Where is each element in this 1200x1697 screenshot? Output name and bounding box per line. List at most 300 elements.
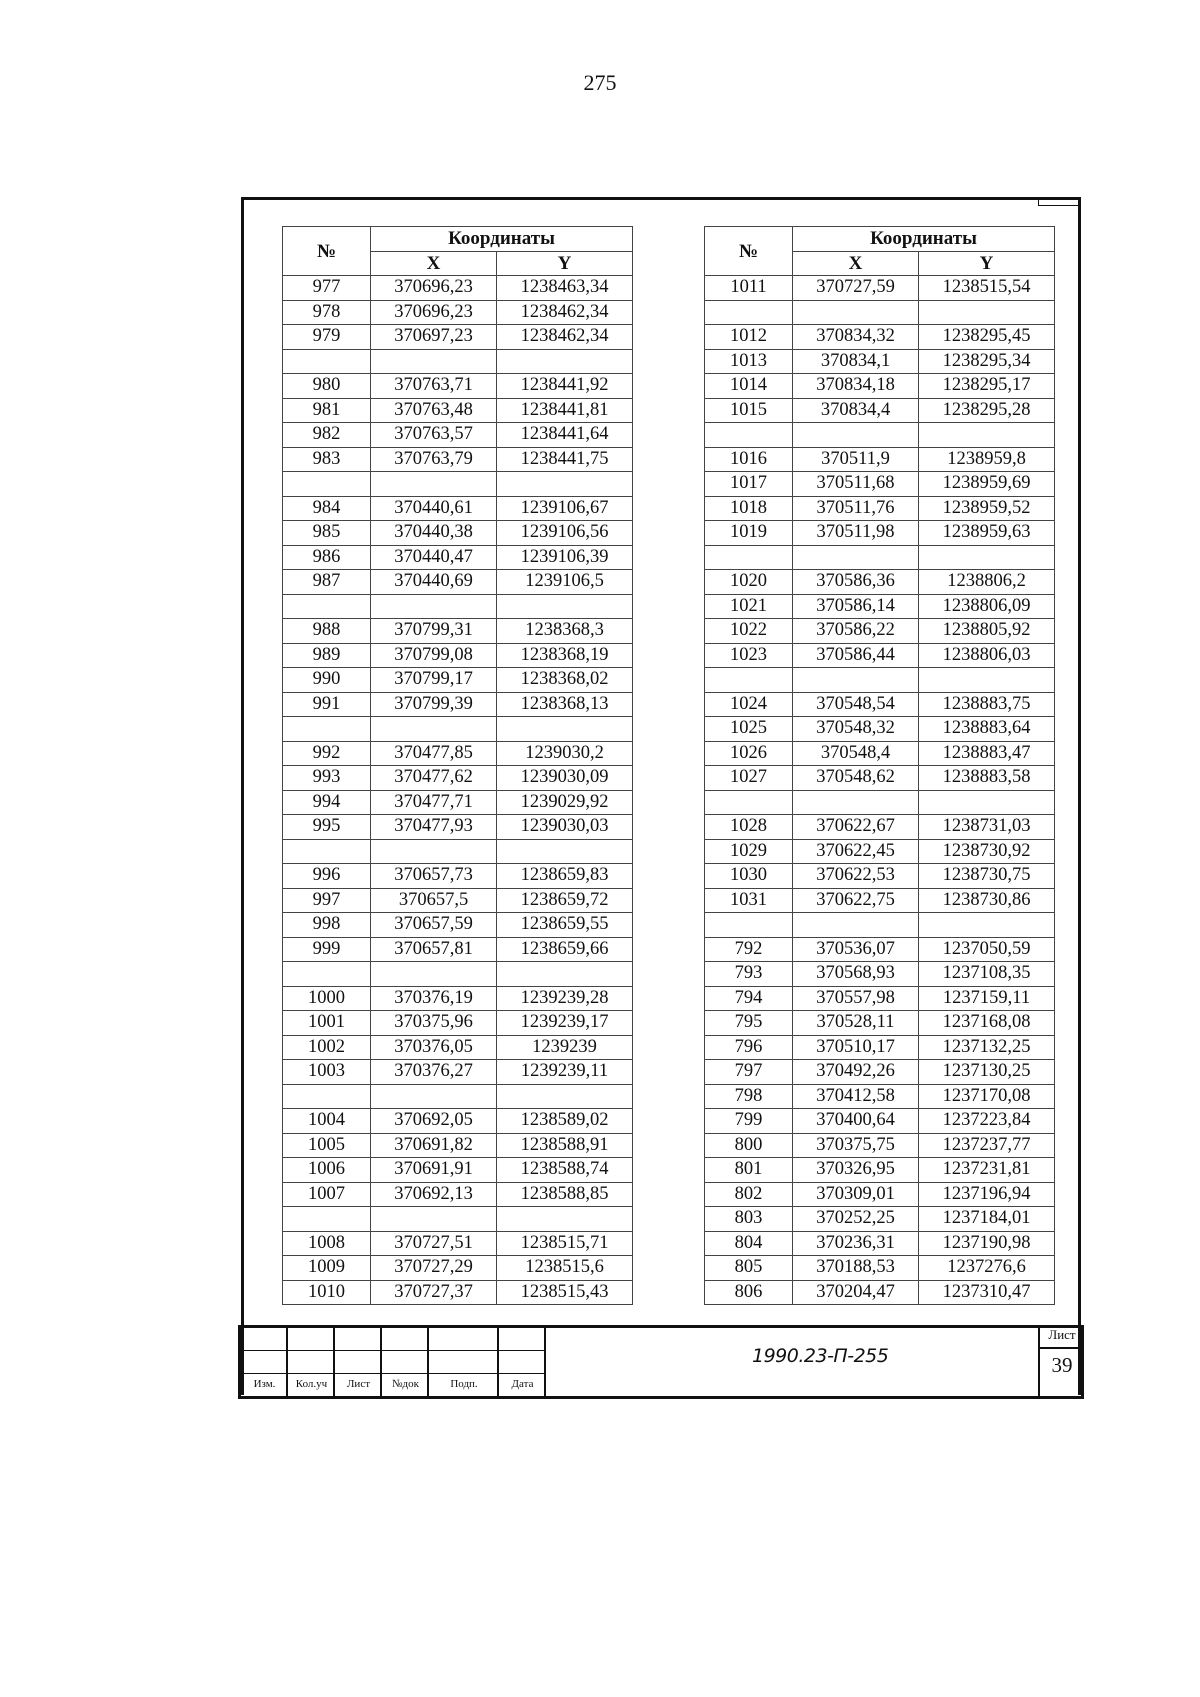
point-number <box>705 668 793 693</box>
coord-x: 370727,29 <box>371 1256 497 1281</box>
table-row <box>283 888 633 913</box>
coord-x <box>793 423 919 448</box>
coord-x <box>371 839 497 864</box>
header-x: X <box>793 251 919 276</box>
table-row <box>705 741 1055 766</box>
coord-x: 370586,44 <box>793 643 919 668</box>
coord-x: 370440,47 <box>371 545 497 570</box>
coord-y: 1237184,01 <box>919 1207 1055 1232</box>
point-number: 1016 <box>705 447 793 472</box>
point-number <box>283 839 371 864</box>
coord-y: 1238659,83 <box>497 864 633 889</box>
point-number <box>283 472 371 497</box>
coord-x: 370834,32 <box>793 325 919 350</box>
point-number: 1004 <box>283 1109 371 1134</box>
table-row <box>705 1133 1055 1158</box>
header-coordinates: Координаты <box>371 227 633 252</box>
document-code: 1990.23-П-255 <box>752 1345 889 1367</box>
coord-y: 1237050,59 <box>919 937 1055 962</box>
coord-x: 370799,08 <box>371 643 497 668</box>
point-number: 794 <box>705 986 793 1011</box>
table-row <box>283 423 633 448</box>
point-number: 1025 <box>705 717 793 742</box>
point-number: 1012 <box>705 325 793 350</box>
sheet-box-divider <box>1040 1347 1084 1349</box>
table-row <box>705 913 1055 938</box>
coord-y <box>497 594 633 619</box>
coord-y: 1238588,91 <box>497 1133 633 1158</box>
coord-x: 370834,18 <box>793 374 919 399</box>
table-row <box>283 864 633 889</box>
coord-y: 1239030,2 <box>497 741 633 766</box>
table-row <box>283 1280 633 1305</box>
point-number: 989 <box>283 643 371 668</box>
coord-x: 370477,71 <box>371 790 497 815</box>
coord-y: 1239239,28 <box>497 986 633 1011</box>
corner-tab <box>1038 197 1080 206</box>
point-number: 999 <box>283 937 371 962</box>
table-row <box>705 1256 1055 1281</box>
table-row <box>705 668 1055 693</box>
table-row <box>283 1256 633 1281</box>
table-row <box>705 1011 1055 1036</box>
coord-y: 1237170,08 <box>919 1084 1055 1109</box>
coord-x: 370236,31 <box>793 1231 919 1256</box>
table-row <box>705 349 1055 374</box>
point-number <box>283 1084 371 1109</box>
coord-x: 370586,36 <box>793 570 919 595</box>
point-number: 1028 <box>705 815 793 840</box>
coord-y <box>919 913 1055 938</box>
coord-y: 1238295,45 <box>919 325 1055 350</box>
coord-x: 370376,19 <box>371 986 497 1011</box>
coord-y: 1238805,92 <box>919 619 1055 644</box>
coord-x: 370477,93 <box>371 815 497 840</box>
coord-y: 1238731,03 <box>919 815 1055 840</box>
coord-y: 1237310,47 <box>919 1280 1055 1305</box>
point-number <box>705 300 793 325</box>
table-row <box>283 815 633 840</box>
page-number: 275 <box>583 70 617 95</box>
point-number: 1029 <box>705 839 793 864</box>
coord-y: 1238515,6 <box>497 1256 633 1281</box>
point-number: 1015 <box>705 398 793 423</box>
point-number <box>705 423 793 448</box>
coord-y: 1238441,75 <box>497 447 633 472</box>
coord-x <box>371 594 497 619</box>
coord-x: 370440,38 <box>371 521 497 546</box>
coord-y: 1239239 <box>497 1035 633 1060</box>
point-number <box>705 545 793 570</box>
table-row <box>283 496 633 521</box>
coord-y: 1238883,75 <box>919 692 1055 717</box>
table-row <box>283 766 633 791</box>
point-number: 984 <box>283 496 371 521</box>
coord-x <box>371 717 497 742</box>
table-row <box>705 1231 1055 1256</box>
table-row <box>705 717 1055 742</box>
point-number <box>283 962 371 987</box>
point-number: 795 <box>705 1011 793 1036</box>
coord-x: 370412,58 <box>793 1084 919 1109</box>
coord-y: 1238515,71 <box>497 1231 633 1256</box>
coord-y: 1238959,52 <box>919 496 1055 521</box>
coord-x: 370511,98 <box>793 521 919 546</box>
coord-x: 370440,61 <box>371 496 497 521</box>
coord-y: 1237237,77 <box>919 1133 1055 1158</box>
table-row <box>283 1182 633 1207</box>
coord-x: 370691,91 <box>371 1158 497 1183</box>
table-row <box>283 1231 633 1256</box>
coord-x <box>793 790 919 815</box>
coord-y: 1238368,13 <box>497 692 633 717</box>
coord-x: 370763,71 <box>371 374 497 399</box>
stamp-label-list: Лист <box>346 1378 371 1390</box>
table-row <box>705 937 1055 962</box>
coord-y: 1238588,74 <box>497 1158 633 1183</box>
coord-y: 1238441,81 <box>497 398 633 423</box>
table-row <box>283 276 633 301</box>
coord-y: 1238368,19 <box>497 643 633 668</box>
coord-x: 370375,75 <box>793 1133 919 1158</box>
table-row <box>705 472 1055 497</box>
point-number: 805 <box>705 1256 793 1281</box>
point-number: 1013 <box>705 349 793 374</box>
coord-x: 370536,07 <box>793 937 919 962</box>
table-row <box>283 741 633 766</box>
coord-y: 1239239,17 <box>497 1011 633 1036</box>
table-row <box>705 962 1055 987</box>
coord-y: 1239029,92 <box>497 790 633 815</box>
coord-x <box>371 962 497 987</box>
table-row <box>283 1084 633 1109</box>
header-y: Y <box>497 251 633 276</box>
coord-x: 370252,25 <box>793 1207 919 1232</box>
point-number: 1031 <box>705 888 793 913</box>
point-number <box>283 594 371 619</box>
header-y: Y <box>919 251 1055 276</box>
point-number: 1003 <box>283 1060 371 1085</box>
sheet-number: 39 <box>1051 1353 1073 1377</box>
table-row <box>283 521 633 546</box>
table-row <box>705 692 1055 717</box>
coord-x: 370727,59 <box>793 276 919 301</box>
table-row <box>705 619 1055 644</box>
coord-x: 370692,13 <box>371 1182 497 1207</box>
point-number: 983 <box>283 447 371 472</box>
coord-y: 1238659,66 <box>497 937 633 962</box>
table-row <box>705 374 1055 399</box>
table-row <box>705 1084 1055 1109</box>
table-row <box>283 619 633 644</box>
coord-y: 1238730,75 <box>919 864 1055 889</box>
coord-y: 1237276,6 <box>919 1256 1055 1281</box>
coord-x: 370586,22 <box>793 619 919 644</box>
point-number: 990 <box>283 668 371 693</box>
point-number: 1030 <box>705 864 793 889</box>
point-number: 1010 <box>283 1280 371 1305</box>
point-number: 1022 <box>705 619 793 644</box>
coord-x: 370657,73 <box>371 864 497 889</box>
table-row <box>283 472 633 497</box>
point-number: 1027 <box>705 766 793 791</box>
coord-x: 370763,79 <box>371 447 497 472</box>
table-row <box>705 398 1055 423</box>
coord-y: 1239106,56 <box>497 521 633 546</box>
point-number: 1011 <box>705 276 793 301</box>
table-row <box>283 1035 633 1060</box>
coord-x: 370763,57 <box>371 423 497 448</box>
sheet-number-box <box>1038 1325 1084 1399</box>
coord-x: 370763,48 <box>371 398 497 423</box>
table-row <box>705 447 1055 472</box>
point-number: 800 <box>705 1133 793 1158</box>
coord-x: 370657,81 <box>371 937 497 962</box>
coordinates-table-right <box>704 226 1055 1305</box>
table-row <box>705 986 1055 1011</box>
coord-x: 370834,4 <box>793 398 919 423</box>
table-row <box>283 668 633 693</box>
point-number: 798 <box>705 1084 793 1109</box>
point-number <box>705 913 793 938</box>
point-number: 793 <box>705 962 793 987</box>
coord-y: 1238441,64 <box>497 423 633 448</box>
coord-y: 1238806,03 <box>919 643 1055 668</box>
coord-x: 370376,05 <box>371 1035 497 1060</box>
table-row <box>705 888 1055 913</box>
table-row <box>705 300 1055 325</box>
coord-x: 370511,68 <box>793 472 919 497</box>
table-row <box>283 545 633 570</box>
point-number: 802 <box>705 1182 793 1207</box>
header-number: № <box>283 227 371 276</box>
point-number: 799 <box>705 1109 793 1134</box>
coord-x: 370557,98 <box>793 986 919 1011</box>
coord-y: 1238659,55 <box>497 913 633 938</box>
coord-x: 370834,1 <box>793 349 919 374</box>
stamp-label-kolich: Кол.уч <box>295 1378 328 1390</box>
table-row <box>283 937 633 962</box>
coord-x: 370691,82 <box>371 1133 497 1158</box>
table-row <box>283 398 633 423</box>
coord-x: 370440,69 <box>371 570 497 595</box>
coord-x <box>793 300 919 325</box>
stamp-label-podp: Подп. <box>450 1378 478 1390</box>
coord-y: 1238368,02 <box>497 668 633 693</box>
coord-x <box>793 545 919 570</box>
coord-x: 370188,53 <box>793 1256 919 1281</box>
coord-y: 1238462,34 <box>497 300 633 325</box>
coord-x: 370799,31 <box>371 619 497 644</box>
table-row <box>705 1207 1055 1232</box>
table-row <box>283 1158 633 1183</box>
coord-y: 1238588,85 <box>497 1182 633 1207</box>
table-row <box>705 423 1055 448</box>
coord-y: 1238959,8 <box>919 447 1055 472</box>
coord-x: 370548,4 <box>793 741 919 766</box>
point-number: 801 <box>705 1158 793 1183</box>
table-row <box>705 790 1055 815</box>
point-number: 796 <box>705 1035 793 1060</box>
table-row <box>283 986 633 1011</box>
coord-y <box>497 717 633 742</box>
coord-y: 1238295,28 <box>919 398 1055 423</box>
coord-y: 1238295,34 <box>919 349 1055 374</box>
point-number: 992 <box>283 741 371 766</box>
coord-x: 370204,47 <box>793 1280 919 1305</box>
coord-x: 370376,27 <box>371 1060 497 1085</box>
point-number: 1014 <box>705 374 793 399</box>
point-number: 982 <box>283 423 371 448</box>
point-number: 1001 <box>283 1011 371 1036</box>
coord-x: 370511,76 <box>793 496 919 521</box>
coord-x: 370492,26 <box>793 1060 919 1085</box>
point-number: 995 <box>283 815 371 840</box>
table-row <box>705 594 1055 619</box>
coord-y: 1239106,39 <box>497 545 633 570</box>
point-number: 978 <box>283 300 371 325</box>
coord-x: 370622,75 <box>793 888 919 913</box>
point-number <box>283 1207 371 1232</box>
point-number: 993 <box>283 766 371 791</box>
point-number <box>705 790 793 815</box>
coord-y <box>497 962 633 987</box>
point-number: 980 <box>283 374 371 399</box>
point-number: 1002 <box>283 1035 371 1060</box>
coord-y: 1238368,3 <box>497 619 633 644</box>
coord-x: 370696,23 <box>371 276 497 301</box>
point-number: 998 <box>283 913 371 938</box>
table-row <box>283 570 633 595</box>
coord-y: 1238959,63 <box>919 521 1055 546</box>
coord-x: 370548,62 <box>793 766 919 791</box>
coord-y: 1237196,94 <box>919 1182 1055 1207</box>
point-number: 986 <box>283 545 371 570</box>
coord-y <box>919 790 1055 815</box>
table-row <box>283 790 633 815</box>
coord-y: 1237108,35 <box>919 962 1055 987</box>
coord-x: 370548,54 <box>793 692 919 717</box>
coord-y: 1238441,92 <box>497 374 633 399</box>
table-row <box>705 864 1055 889</box>
coord-x: 370799,39 <box>371 692 497 717</box>
point-number: 1020 <box>705 570 793 595</box>
point-number: 803 <box>705 1207 793 1232</box>
coord-y: 1239030,09 <box>497 766 633 791</box>
sheet-label: Лист <box>1048 1327 1076 1342</box>
table-row <box>283 913 633 938</box>
point-number: 1008 <box>283 1231 371 1256</box>
table-row <box>283 300 633 325</box>
table-row <box>705 1182 1055 1207</box>
table-row <box>283 839 633 864</box>
coord-x: 370511,9 <box>793 447 919 472</box>
coord-x <box>793 668 919 693</box>
coord-x: 370477,62 <box>371 766 497 791</box>
coord-y: 1237130,25 <box>919 1060 1055 1085</box>
point-number: 1026 <box>705 741 793 766</box>
coord-x: 370622,53 <box>793 864 919 889</box>
coord-y: 1237132,25 <box>919 1035 1055 1060</box>
coord-y: 1238463,34 <box>497 276 633 301</box>
coord-x: 370510,17 <box>793 1035 919 1060</box>
coord-y: 1238462,34 <box>497 325 633 350</box>
coord-x: 370548,32 <box>793 717 919 742</box>
coord-y: 1238515,43 <box>497 1280 633 1305</box>
table-row <box>283 325 633 350</box>
coord-y: 1239106,5 <box>497 570 633 595</box>
coord-x: 370568,93 <box>793 962 919 987</box>
point-number: 981 <box>283 398 371 423</box>
coord-y <box>497 839 633 864</box>
point-number: 979 <box>283 325 371 350</box>
header-coordinates: Координаты <box>793 227 1055 252</box>
table-row <box>705 643 1055 668</box>
point-number: 997 <box>283 888 371 913</box>
point-number: 806 <box>705 1280 793 1305</box>
coord-y: 1238659,72 <box>497 888 633 913</box>
table-row <box>283 374 633 399</box>
table-row <box>705 1109 1055 1134</box>
coord-y <box>919 545 1055 570</box>
point-number <box>283 349 371 374</box>
coord-y: 1239106,67 <box>497 496 633 521</box>
coord-y: 1237159,11 <box>919 986 1055 1011</box>
point-number: 994 <box>283 790 371 815</box>
coord-y <box>919 668 1055 693</box>
coord-x <box>371 472 497 497</box>
table-row <box>705 1060 1055 1085</box>
coord-x: 370622,45 <box>793 839 919 864</box>
coord-y <box>497 349 633 374</box>
coord-y <box>919 423 1055 448</box>
table-row <box>705 545 1055 570</box>
coord-x: 370400,64 <box>793 1109 919 1134</box>
stamp-row-line-1 <box>241 1350 546 1351</box>
coord-x: 370309,01 <box>793 1182 919 1207</box>
point-number: 1024 <box>705 692 793 717</box>
coord-y: 1238959,69 <box>919 472 1055 497</box>
coord-x <box>371 1207 497 1232</box>
point-number: 987 <box>283 570 371 595</box>
point-number: 996 <box>283 864 371 889</box>
table-row <box>705 521 1055 546</box>
table-row <box>283 692 633 717</box>
table-row <box>283 1207 633 1232</box>
coord-y: 1238883,47 <box>919 741 1055 766</box>
coord-y: 1237190,98 <box>919 1231 1055 1256</box>
table-row <box>283 643 633 668</box>
coord-x: 370375,96 <box>371 1011 497 1036</box>
point-number: 804 <box>705 1231 793 1256</box>
coord-y: 1237231,81 <box>919 1158 1055 1183</box>
stamp-label-data: Дата <box>511 1378 534 1390</box>
stamp-label-ndok: №док <box>392 1378 419 1390</box>
table-row <box>705 496 1055 521</box>
coord-x: 370657,59 <box>371 913 497 938</box>
table-row <box>283 349 633 374</box>
point-number: 985 <box>283 521 371 546</box>
coord-x <box>793 913 919 938</box>
coord-x: 370657,5 <box>371 888 497 913</box>
table-row <box>283 1133 633 1158</box>
coord-y: 1239030,03 <box>497 815 633 840</box>
coord-y <box>919 300 1055 325</box>
coord-x: 370727,51 <box>371 1231 497 1256</box>
point-number: 977 <box>283 276 371 301</box>
coord-y: 1238806,09 <box>919 594 1055 619</box>
coord-y <box>497 1084 633 1109</box>
